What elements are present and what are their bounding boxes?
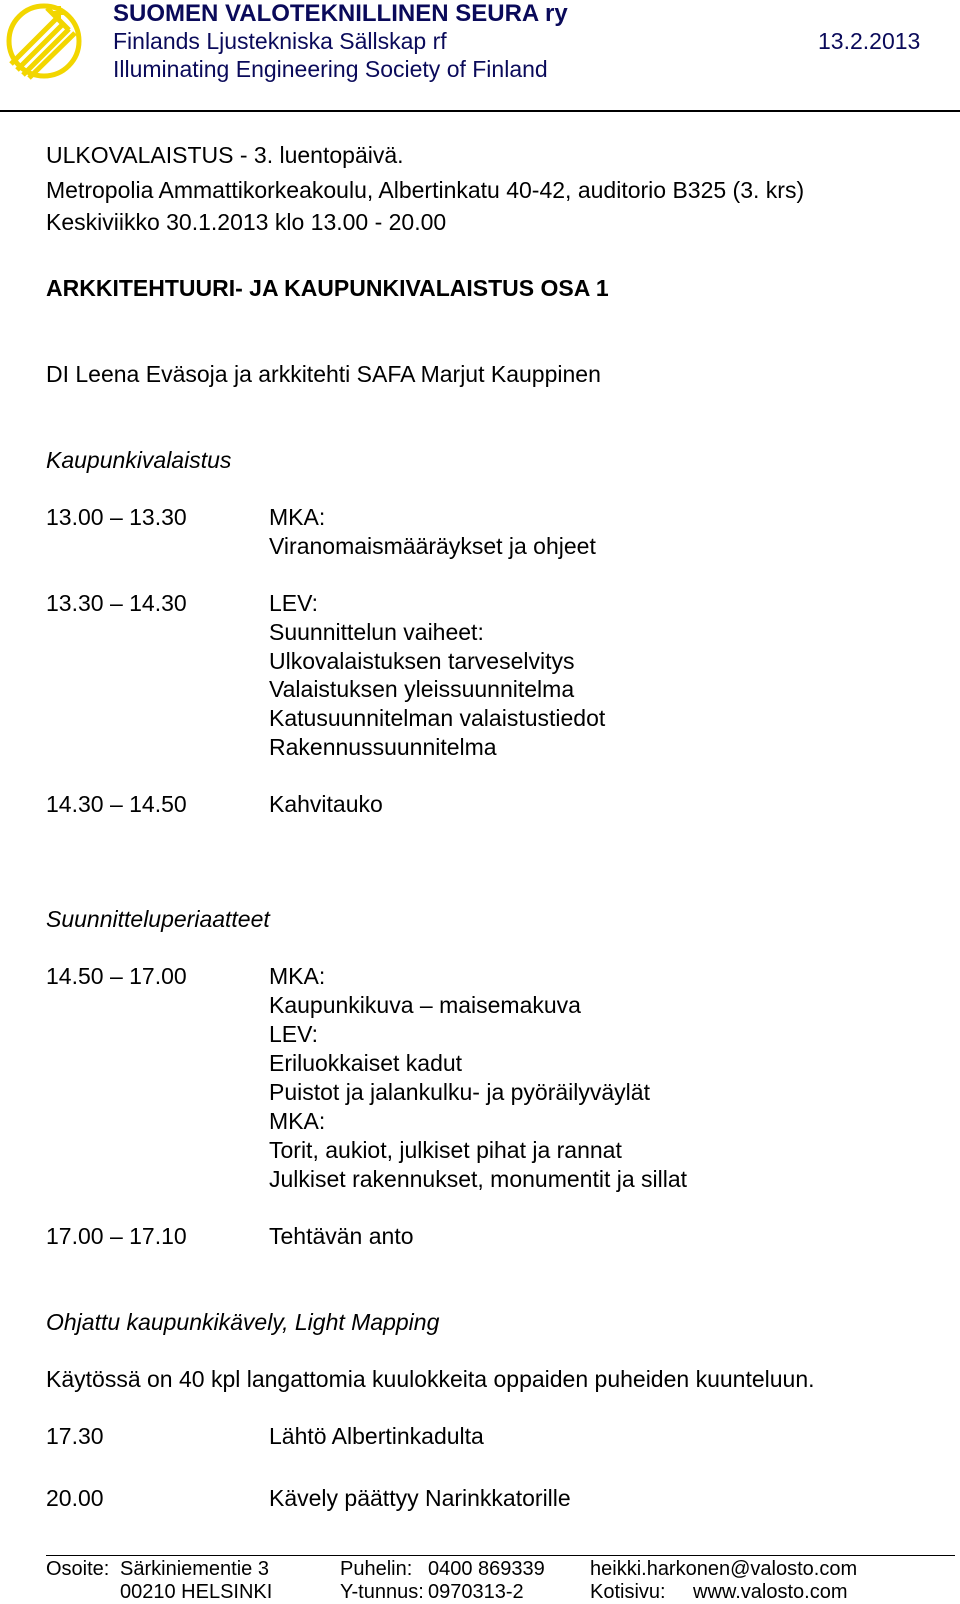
schedule-time: 14.30 – 14.50	[46, 791, 187, 817]
schedule-text: LEV:	[269, 590, 319, 616]
footer-email-link[interactable]: heikki.harkonen@valosto.com	[590, 1558, 858, 1580]
footer-phone-label: Puhelin:	[340, 1558, 413, 1580]
intro-line-3: Keskiviikko 30.1.2013 klo 13.00 - 20.00	[46, 209, 447, 235]
org-name-en: Illuminating Engineering Society of Finland	[113, 56, 548, 82]
lamp-logo-icon	[5, 2, 83, 80]
footer-ytunnus: 0970313-2	[428, 1581, 524, 1603]
section-heading-kaupunkivalaistus: Kaupunkivalaistus	[46, 447, 232, 473]
schedule-text: Tehtävän anto	[269, 1223, 414, 1249]
footer-address-line-1: Särkiniementie 3	[120, 1558, 269, 1580]
schedule-time: 20.00	[46, 1485, 104, 1511]
intro-line-2: Metropolia Ammattikorkeakoulu, Albertinkatu 40-42, auditorio B325 (3. krs)	[46, 177, 805, 203]
footer-address-label: Osoite:	[46, 1558, 110, 1580]
footer-divider	[46, 1555, 955, 1556]
section-heading-suunnitteluperiaatteet: Suunnitteluperiaatteet	[46, 906, 270, 932]
schedule-time: 13.00 – 13.30	[46, 504, 187, 530]
schedule-text: Lähtö Albertinkadulta	[269, 1423, 484, 1449]
schedule-time: 17.00 – 17.10	[46, 1223, 187, 1249]
org-name-sv: Finlands Ljustekniska Sällskap rf	[113, 28, 447, 54]
schedule-text: Eriluokkaiset kadut	[269, 1050, 463, 1076]
footer-phone: 0400 869339	[428, 1558, 545, 1580]
schedule-text: Puistot ja jalankulku- ja pyöräilyväylät	[269, 1079, 650, 1105]
schedule-text: LEV:	[269, 1021, 319, 1047]
schedule-time: 17.30	[46, 1423, 104, 1449]
schedule-text: Valaistuksen yleissuunnitelma	[269, 676, 575, 702]
schedule-text: MKA:	[269, 504, 326, 530]
headphones-note: Käytössä on 40 kpl langattomia kuulokkeita oppaiden puheiden kuunteluun.	[46, 1366, 815, 1392]
org-name-fi: SUOMEN VALOTEKNILLINEN SEURA ry	[113, 0, 568, 27]
schedule-text: Rakennussuunnitelma	[269, 734, 497, 760]
document-date: 13.2.2013	[818, 28, 921, 54]
schedule-text: Suunnittelun vaiheet:	[269, 619, 484, 645]
footer-address-line-2: 00210 HELSINKI	[120, 1581, 273, 1603]
schedule-text: Kävely päättyy Narinkkatorille	[269, 1485, 571, 1511]
speakers: DI Leena Eväsoja ja arkkitehti SAFA Marjut Kauppinen	[46, 361, 601, 387]
intro-line-1: ULKOVALAISTUS - 3. luentopäivä.	[46, 142, 404, 168]
document-title: ARKKITEHTUURI- JA KAUPUNKIVALAISTUS OSA 1	[46, 275, 609, 301]
schedule-time: 14.50 – 17.00	[46, 963, 187, 989]
schedule-text: Torit, aukiot, julkiset pihat ja rannat	[269, 1137, 622, 1163]
schedule-text: MKA:	[269, 1108, 326, 1134]
schedule-time: 13.30 – 14.30	[46, 590, 187, 616]
section-heading-kaupunkikavely: Ohjattu kaupunkikävely, Light Mapping	[46, 1309, 440, 1335]
schedule-text: Kahvitauko	[269, 791, 383, 817]
footer-homepage-link[interactable]: www.valosto.com	[693, 1581, 848, 1603]
schedule-text: Kaupunkikuva – maisemakuva	[269, 992, 581, 1018]
schedule-text: Ulkovalaistuksen tarveselvitys	[269, 648, 575, 674]
header-divider	[0, 110, 960, 112]
footer-homepage-label: Kotisivu:	[590, 1581, 666, 1603]
footer-ytunnus-label: Y-tunnus:	[340, 1581, 424, 1603]
schedule-text: Katusuunnitelman valaistustiedot	[269, 705, 606, 731]
schedule-text: Julkiset rakennukset, monumentit ja sillat	[269, 1166, 688, 1192]
schedule-text: Viranomaismääräykset ja ohjeet	[269, 533, 596, 559]
schedule-text: MKA:	[269, 963, 326, 989]
